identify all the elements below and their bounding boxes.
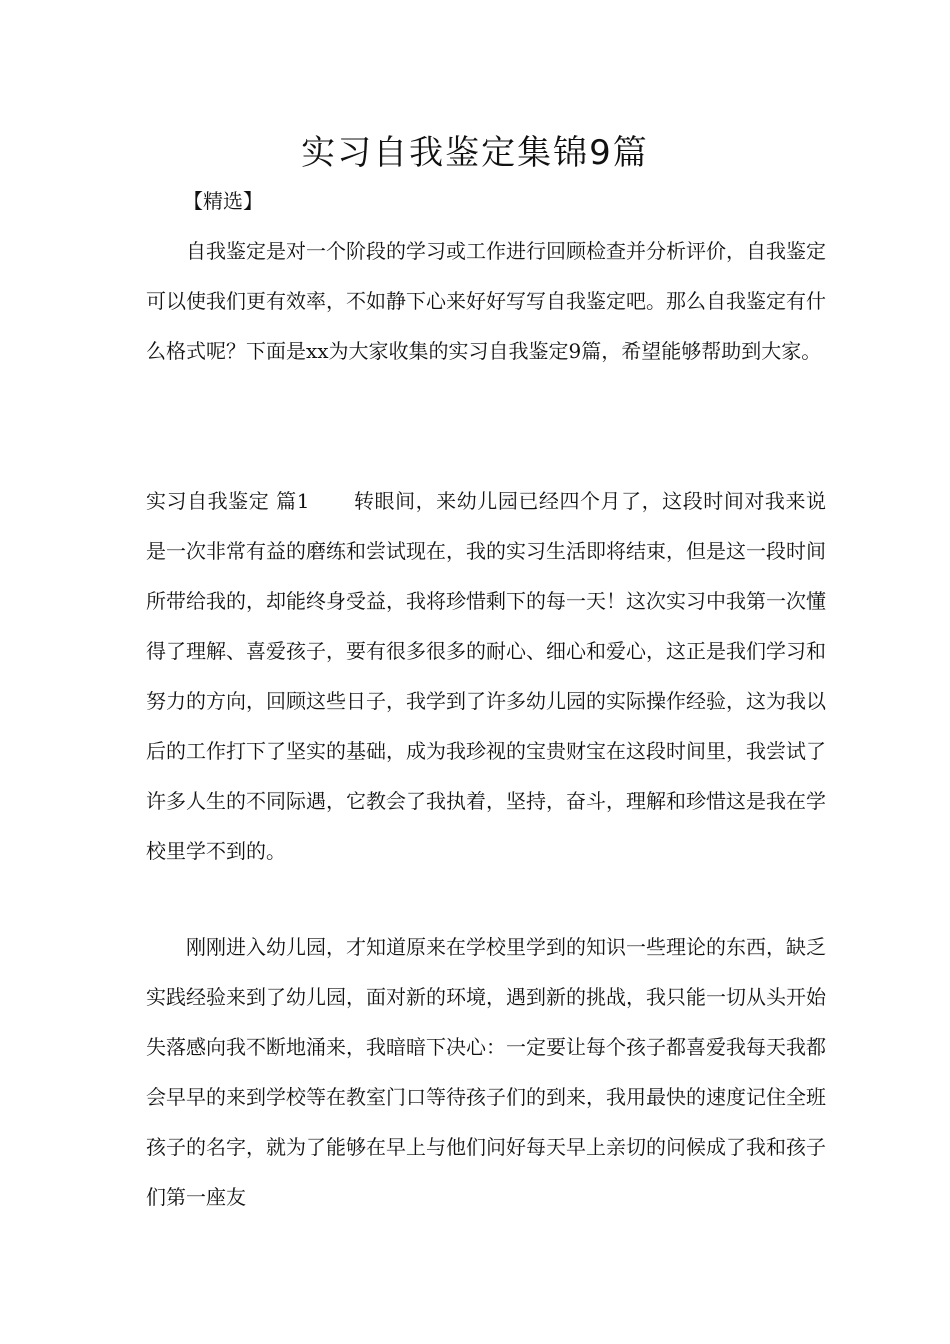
section-1-heading: 实习自我鉴定 篇1	[146, 489, 310, 513]
section-2-paragraph: 刚刚进入幼儿园，才知道原来在学校里学到的知识一些理论的东西，缺乏实践经验来到了幼儿园，面对新的环境，遇到新的挑战，我只能一切从头开始失落感向我不断地涌来，我暗暗下决心：一定要让每个孩子都喜爱我每天我都会早早的来到学校等在教室门口等待孩子们的到来，我用最快的速度记住全班孩子的名字，就为了能够在早上与他们问好每天早上亲切的问候成了我和孩子们第一座友	[146, 935, 826, 1209]
section-1-text: 转眼间，来幼儿园已经四个月了，这段时间对我来说是一次非常有益的磨练和尝试现在，我的实习生活即将结束，但是这一段时间所带给我的，却能终身受益，我将珍惜剩下的每一天！这次实习中我第一次懂得了理解、喜爱孩子，要有很多很多的耐心、细心和爱心，这正是我们学习和努力的方向，回顾这些日子，我学到了许多幼儿园的实际操作经验，这为我以后的工作打下了坚实的基础，成为我珍视的宝贵财宝在这段时间里，我尝试了许多人生的不同际遇，它教会了我执着，坚持，奋斗，理解和珍惜这是我在学校里学不到的。	[146, 489, 826, 863]
section-1-paragraph	[146, 476, 826, 876]
selected-tag: 【精选】	[183, 189, 263, 213]
document-title: 实习自我鉴定集锦9篇	[301, 133, 649, 173]
intro-paragraph: 自我鉴定是对一个阶段的学习或工作进行回顾检查并分析评价，自我鉴定可以使我们更有效率，不如静下心来好好写写自我鉴定吧。那么自我鉴定有什么格式呢？下面是xx为大家收集的实习自我鉴定9篇，希望能够帮助到大家。	[146, 239, 826, 363]
